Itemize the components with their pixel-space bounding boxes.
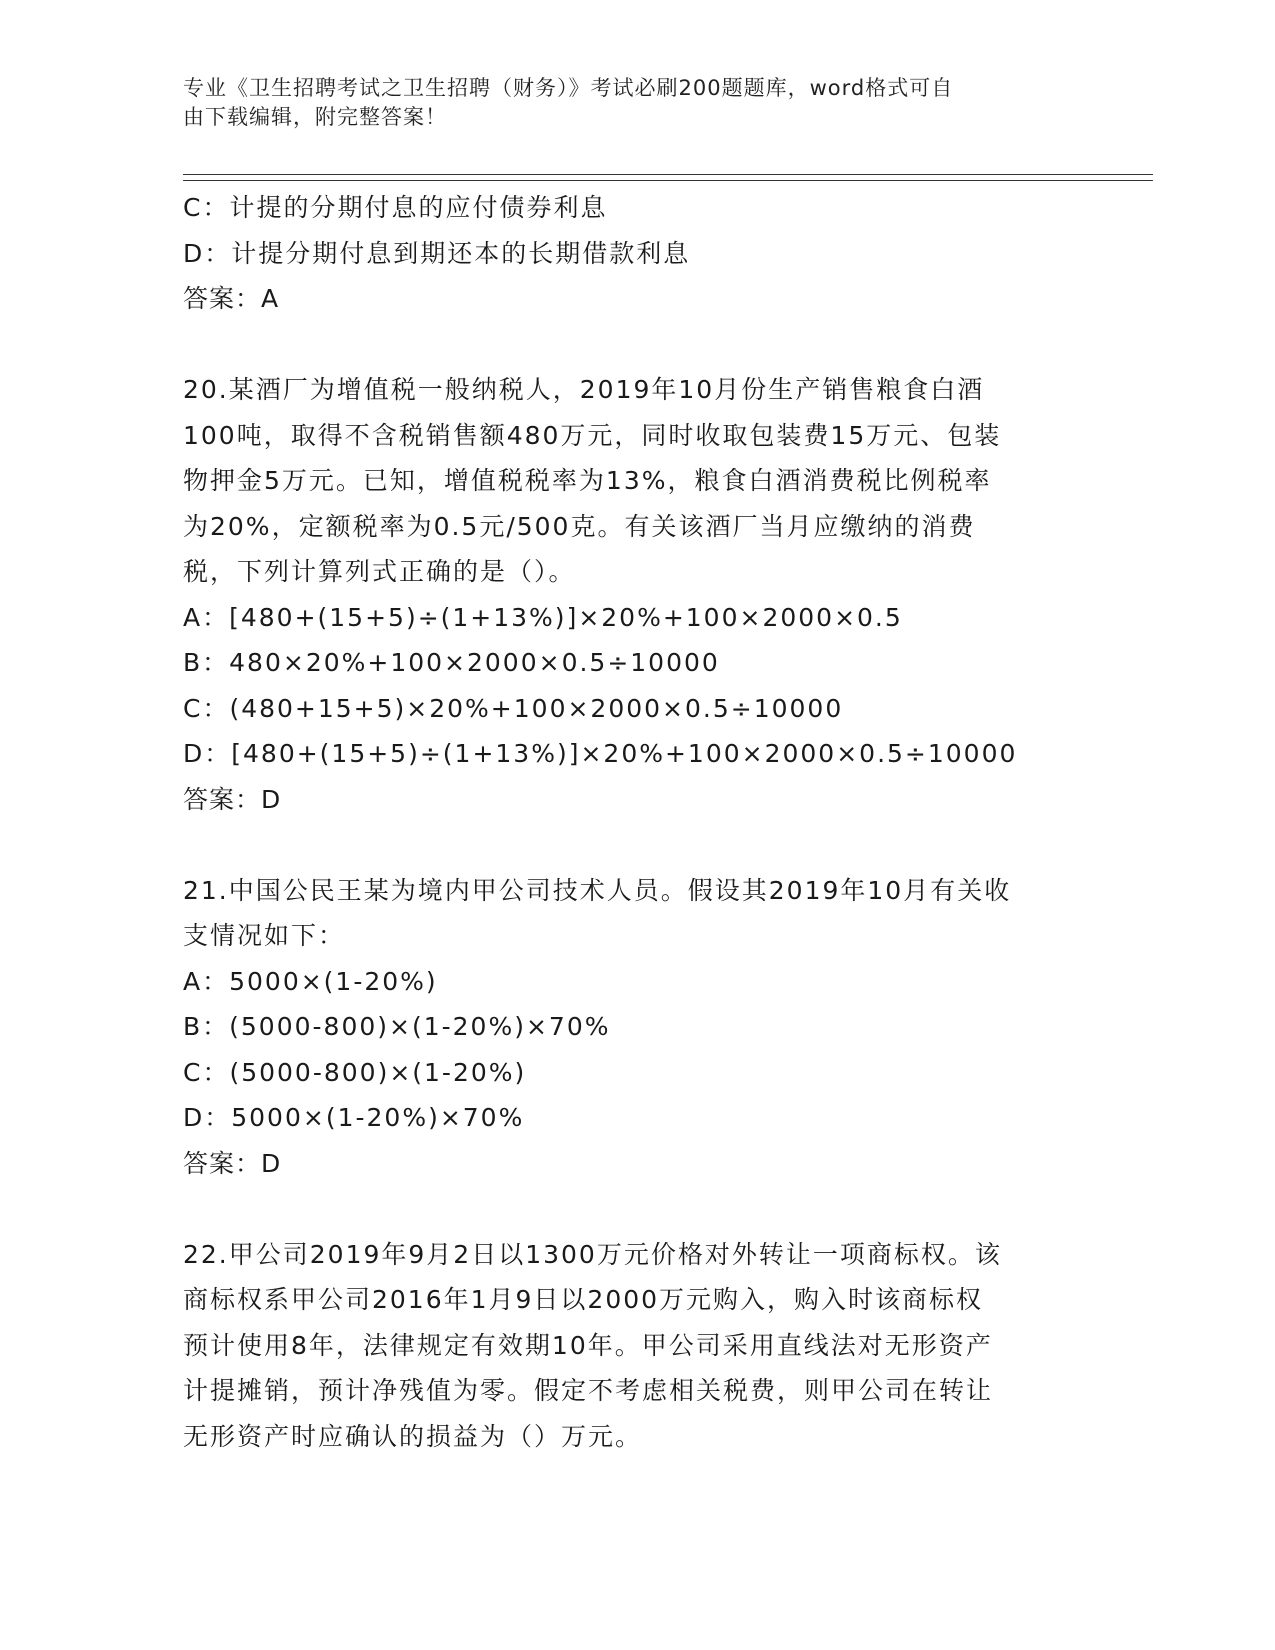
q22-stem-line-4: 计提摊销，预计净残值为零。假定不考虑相关税费，则甲公司在转让 <box>183 1376 994 1405</box>
q19-option-c: C：计提的分期付息的应付债券利息 <box>183 193 608 222</box>
q21-stem-line-1: 21.中国公民王某为境内甲公司技术人员。假设其2019年10月有关收 <box>183 875 1012 905</box>
spacer <box>183 1186 1083 1232</box>
q21-option-b: B：(5000-800)×(1-20%)×70% <box>183 1012 611 1041</box>
header-line-2: 由下载编辑，附完整答案！ <box>183 105 447 129</box>
q21-option-d: D：5000×(1-20%)×70% <box>183 1103 525 1132</box>
document-body <box>183 185 1083 1459</box>
q20-stem-line-3: 物押金5万元。已知，增值税税率为13%，粮食白酒消费税比例税率 <box>183 466 992 495</box>
q21-option-a: A：5000×(1-20%) <box>183 966 438 996</box>
document-header <box>183 74 1063 132</box>
q20-option-b: B：480×20%+100×2000×0.5÷10000 <box>183 648 720 677</box>
header-divider-bottom <box>183 180 1153 181</box>
q20-option-a: A：[480+(15+5)÷(1+13%)]×20%+100×2000×0.5 <box>183 602 903 632</box>
q19-option-d: D：计提分期付息到期还本的长期借款利息 <box>183 238 691 268</box>
header-divider-top <box>183 174 1153 175</box>
q22-stem-line-1: 22.甲公司2019年9月2日以1300万元价格对外转让一项商标权。该 <box>183 1239 1002 1269</box>
spacer <box>183 322 1083 368</box>
q19-answer: 答案：A <box>183 284 280 313</box>
q21-option-c: C：(5000-800)×(1-20%) <box>183 1057 527 1087</box>
q22-stem-line-3: 预计使用8年，法律规定有效期10年。甲公司采用直线法对无形资产 <box>183 1330 993 1360</box>
header-line-1: 专业《卫生招聘考试之卫生招聘（财务）》考试必刷200题题库，word格式可自 <box>183 76 954 100</box>
spacer <box>183 822 1083 868</box>
q20-stem-line-5: 税，下列计算列式正确的是（）。 <box>183 557 576 586</box>
q21-answer: 答案：D <box>183 1148 282 1178</box>
q20-stem-line-2: 100吨，取得不含税销售额480万元，同时收取包装费15万元、包装 <box>183 420 1002 450</box>
q22-stem-line-2: 商标权系甲公司2016年1月9日以2000万元购入，购入时该商标权 <box>183 1285 984 1314</box>
q22-stem-line-5: 无形资产时应确认的损益为（）万元。 <box>183 1421 643 1451</box>
q20-answer: 答案：D <box>183 784 282 814</box>
q20-stem-line-1: 20.某酒厂为增值税一般纳税人，2019年10月份生产销售粮食白酒 <box>183 375 985 404</box>
q20-option-c: C：(480+15+5)×20%+100×2000×0.5÷10000 <box>183 693 844 723</box>
q20-stem-line-4: 为20%，定额税率为0.5元/500克。有关该酒厂当月应缴纳的消费 <box>183 511 976 541</box>
q21-stem-line-2: 支情况如下： <box>183 921 346 950</box>
q20-option-d: D：[480+(15+5)÷(1+13%)]×20%+100×2000×0.5÷10000 <box>183 739 1018 768</box>
